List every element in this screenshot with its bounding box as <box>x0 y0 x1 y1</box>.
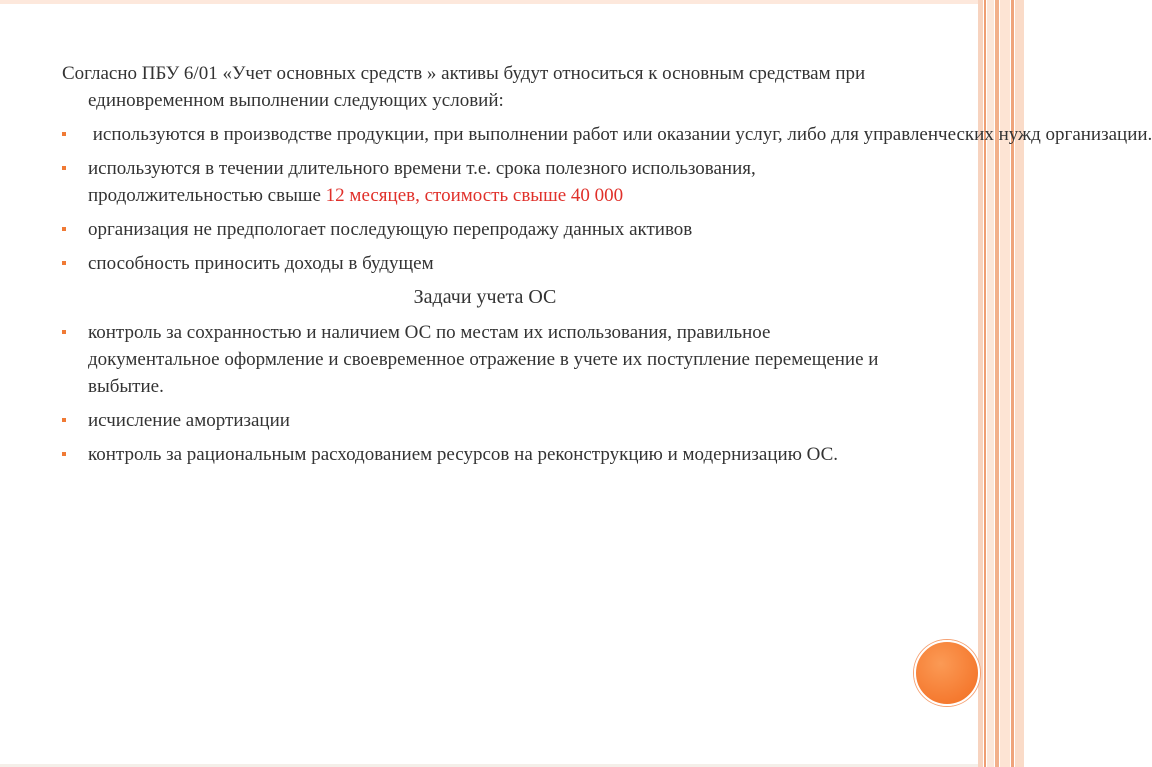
tasks-list <box>62 319 882 468</box>
condition-item <box>62 216 882 243</box>
frame-top-border <box>0 0 978 4</box>
decor-stripe <box>1011 0 1014 767</box>
decor-circle-icon <box>914 640 980 706</box>
condition-text: используются в течении длительного времени т.е. срока полезного использования, продолжительностью свыше <box>88 158 756 206</box>
condition-text: способность приносить доходы в будущем <box>88 253 434 274</box>
condition-item <box>62 121 1152 148</box>
tasks-heading: Задачи учета ОС <box>413 286 557 308</box>
condition-item <box>62 250 882 277</box>
decor-stripe <box>1015 0 1024 767</box>
condition-highlight: 12 месяцев, стоимость свыше 40 000 <box>325 185 624 206</box>
square-bullet-icon <box>62 132 66 136</box>
square-bullet-icon <box>62 227 66 231</box>
square-bullet-icon <box>62 166 66 170</box>
square-bullet-icon <box>62 261 66 265</box>
decor-stripe <box>987 0 994 767</box>
decor-stripe <box>1000 0 1010 767</box>
task-item <box>62 319 882 400</box>
task-item <box>62 407 882 434</box>
decor-stripe <box>995 0 999 767</box>
task-item <box>62 441 882 468</box>
square-bullet-icon <box>62 330 66 334</box>
slide-content <box>62 60 1152 475</box>
task-text: контроль за рациональным расходованием ресурсов на реконструкцию и модернизацию ОС. <box>88 444 839 465</box>
decor-stripe <box>978 0 983 767</box>
task-text: исчисление амортизации <box>88 410 290 431</box>
conditions-list <box>62 121 1152 277</box>
condition-item <box>62 155 882 209</box>
intro-paragraph: Согласно ПБУ 6/01 «Учет основных средств » активы будут относиться к основным средствам при единовременном выполнении следующих условий: <box>62 63 866 111</box>
condition-text: используются в производстве продукции, при выполнении работ или оказании услуг, либо для управленческих нужд организации. <box>88 124 1152 145</box>
square-bullet-icon <box>62 452 66 456</box>
decor-stripe <box>984 0 986 767</box>
condition-text: организация не предпологает последующую перепродажу данных активов <box>88 219 693 240</box>
square-bullet-icon <box>62 418 66 422</box>
task-text: контроль за сохранностью и наличием ОС по местам их использования, правильное документальное оформление и своевременное отражение в учете их поступление перемещение и выбытие. <box>88 322 879 397</box>
